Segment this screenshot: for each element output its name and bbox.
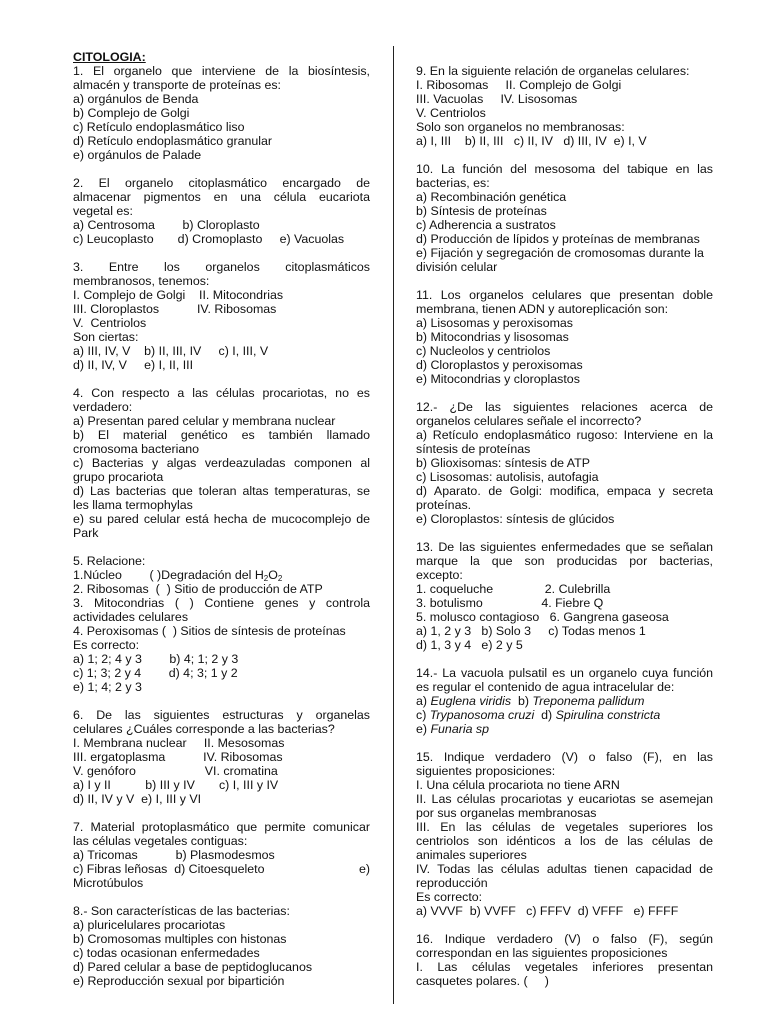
question-2 xyxy=(73,176,370,246)
proposition: I. Ribosomas II. Complejo de Golgi xyxy=(416,78,622,92)
proposition: II. Las células procariotas y eucariotas se asemejan xyxy=(416,792,713,806)
proposition: 3. botulismo 4. Fiebre Q xyxy=(416,596,604,610)
question-stem: 8.- Son características de las bacterias: xyxy=(73,904,290,918)
question-stem: verdadero: xyxy=(73,400,133,414)
question-7 xyxy=(73,820,370,890)
question-15 xyxy=(416,750,713,918)
answer-option: les llama termophylas xyxy=(73,498,193,512)
proposition: animales superiores xyxy=(416,848,527,862)
answer-option: a) Recombinación genética xyxy=(416,190,567,204)
proposition: III. ergatoplasma IV. Ribosomas xyxy=(73,750,283,764)
proposition: I. Membrana nuclear II. Mesosomas xyxy=(73,736,285,750)
answer-options: a) 1; 2; 4 y 3 b) 4; 1; 2 y 3 xyxy=(73,652,239,666)
answer-option: cromosoma bacteriano xyxy=(73,442,200,456)
answer-option: c) Adherencia a sustratos xyxy=(416,218,556,232)
proposition: casquetes polares. ( ) xyxy=(416,974,549,988)
question-stem: bacterias, es: xyxy=(416,176,490,190)
question-stem: 15. Indique verdadero (V) o falso (F), en las xyxy=(416,750,713,764)
answer-option: e) Mitocondrias y cloroplastos xyxy=(416,372,580,386)
question-11 xyxy=(416,288,713,386)
answer-option: división celular xyxy=(416,260,498,274)
question-stem: almacén y transporte de proteínas es: xyxy=(73,78,282,92)
question-6 xyxy=(73,708,370,806)
question-stem: las células vegetales contiguas: xyxy=(73,834,248,848)
answer-option: b) Complejo de Golgi xyxy=(73,106,190,120)
left-column xyxy=(73,50,370,1002)
question-1 xyxy=(73,64,370,162)
question-stem: membranosos, tenemos: xyxy=(73,274,210,288)
answer-options: c) Leucoplasto d) Cromoplasto e) Vacuolas xyxy=(73,232,345,246)
question-16 xyxy=(416,932,713,988)
question-stem: excepto: xyxy=(416,568,463,582)
question-stem: correspondan en las siguientes proposiciones xyxy=(416,946,668,960)
proposition: por sus organelas membranosas xyxy=(416,806,597,820)
answer-option: a) Retículo endoplasmático rugoso: Interviene en la xyxy=(416,428,713,442)
answer-option: e) Cloroplastos: síntesis de glúcidos xyxy=(416,512,615,526)
question-stem: marque la que son producidas por bacterias, xyxy=(416,554,713,568)
question-10 xyxy=(416,162,713,274)
question-stem: 11. Los organelos celulares que presentan doble xyxy=(416,288,713,302)
question-stem: 3. Entre los organelos citoplasmáticos xyxy=(73,260,370,274)
answer-option: a) pluricelulares procariotas xyxy=(73,918,226,932)
answer-option: a) Presentan pared celular y membrana nuclear xyxy=(73,414,336,428)
right-column xyxy=(416,64,713,1002)
relation-row: 2. Ribosomas ( ) Sitio de producción de ATP xyxy=(73,582,323,596)
answer-option: d) Producción de lípidos y proteínas de membranas xyxy=(416,232,700,246)
proposition: 1. coqueluche 2. Culebrilla xyxy=(416,582,611,596)
question-stem: 10. La función del mesosoma del tabique en las xyxy=(416,162,713,176)
question-stem: 12.- ¿De las siguientes relaciones acerca de xyxy=(416,400,713,414)
answer-option: proteínas. xyxy=(416,498,472,512)
answer-option: e) orgánulos de Palade xyxy=(73,148,202,162)
page-title: CITOLOGIA: xyxy=(73,50,146,64)
question-12 xyxy=(416,400,713,526)
question-5 xyxy=(73,554,370,694)
answer-option: d) Cloroplastos y peroxisomas xyxy=(416,358,583,372)
answer-options: c) 1; 3; 2 y 4 d) 4; 3; 1 y 2 xyxy=(73,666,238,680)
answer-option: b) El material genético es también llamado xyxy=(73,428,370,442)
answer-options: d) 1, 3 y 4 e) 2 y 5 xyxy=(416,638,523,652)
question-9 xyxy=(416,64,713,148)
proposition: reproducción xyxy=(416,876,488,890)
question-prompt: Es correcto: xyxy=(73,638,140,652)
proposition: III. Vacuolas IV. Lisosomas xyxy=(416,92,578,106)
proposition: I. Una célula procariota no tiene ARN xyxy=(416,778,620,792)
answer-option: grupo procariota xyxy=(73,470,164,484)
question-stem: 1. El organelo que interviene de la biosíntesis, xyxy=(73,64,370,78)
question-stem: 7. Material protoplasmático que permite comunicar xyxy=(73,820,370,834)
proposition: V. Centriolos xyxy=(73,316,147,330)
question-stem: 5. Relacione: xyxy=(73,554,146,568)
answer-options: d) II, IV y V e) I, III y VI xyxy=(73,792,202,806)
answer-option: e) Funaria sp xyxy=(416,722,490,736)
question-stem: 14.- La vacuola pulsatil es un organelo cuya función xyxy=(416,666,713,680)
proposition: I. Complejo de Golgi II. Mitocondrias xyxy=(73,288,284,302)
question-stem: 6. De las siguientes estructuras y organelas xyxy=(73,708,370,722)
answer-option: c) Lisosomas: autolisis, autofagia xyxy=(416,470,599,484)
answer-option: a) Lisosomas y peroxisomas xyxy=(416,316,574,330)
answer-option: b) Mitocondrias y lisosomas xyxy=(416,330,569,344)
answer-option: d) Las bacterias que toleran altas temperaturas, se xyxy=(73,484,370,498)
question-4 xyxy=(73,386,370,540)
answer-options: a) III, IV, V b) II, III, IV c) I, III, V xyxy=(73,344,269,358)
question-3 xyxy=(73,260,370,372)
question-prompt: Es correcto: xyxy=(416,890,483,904)
question-stem: celulares ¿Cuáles corresponde a las bacterias? xyxy=(73,722,335,736)
answer-option: d) Retículo endoplasmático granular xyxy=(73,134,273,148)
question-stem: organelos celulares señale el incorrecto? xyxy=(416,414,642,428)
proposition: III. En las células de vegetales superiores los xyxy=(416,820,713,834)
answer-options: c) Trypanosoma cruzi d) Spirulina constricta xyxy=(416,708,661,722)
answer-option: Microtúbulos xyxy=(73,876,144,890)
relation-row: 1.Núcleo ( )Degradación del $H_2O_2$ xyxy=(73,568,283,583)
proposition: IV. Todas las células adultas tienen capacidad de xyxy=(416,862,713,876)
proposition: V. genóforo VI. cromatina xyxy=(73,764,278,778)
question-stem: 2. El organelo citoplasmático encargado de xyxy=(73,176,370,190)
answer-options: a) 1, 2 y 3 b) Solo 3 c) Todas menos 1 xyxy=(416,624,646,638)
answer-option: c) todas ocasionan enfermedades xyxy=(73,946,260,960)
question-stem: es regular el contenido de agua intracelular de: xyxy=(416,680,675,694)
question-stem: 9. En la siguiente relación de organelas celulares: xyxy=(416,64,690,78)
answer-options: a) Centrosoma b) Cloroplasto xyxy=(73,218,260,232)
answer-option: síntesis de proteínas xyxy=(416,442,531,456)
question-stem: siguientes proposiciones: xyxy=(416,764,556,778)
relation-row: 3. Mitocondrias ( ) Contiene genes y controla xyxy=(73,596,370,610)
question-prompt: Solo son organelos no membranosas: xyxy=(416,120,625,134)
answer-options: d) II, IV, V e) I, II, III xyxy=(73,358,194,372)
relation-row: 4. Peroxisomas ( ) Sitios de síntesis de proteínas xyxy=(73,624,346,638)
question-stem: membrana, tienen ADN y autoreplicación son: xyxy=(416,302,669,316)
question-stem: 16. Indique verdadero (V) o falso (F), según xyxy=(416,932,713,946)
answer-option: b) Cromosomas multiples con histonas xyxy=(73,932,287,946)
relation-row: actividades celulares xyxy=(73,610,189,624)
question-prompt: Son ciertas: xyxy=(73,330,139,344)
answer-option: Park xyxy=(73,526,99,540)
answer-option: d) Aparato. de Golgi: modifica, empaca y secreta xyxy=(416,484,713,498)
answer-option: b) Síntesis de proteínas xyxy=(416,204,547,218)
answer-options: c) Fibras leñosas d) Citoesqueleto e) xyxy=(73,862,370,876)
question-14 xyxy=(416,666,713,736)
answer-options: a) I, III b) II, III c) II, IV d) III, IV e) I, V xyxy=(416,134,647,148)
answer-option: a) orgánulos de Benda xyxy=(73,92,199,106)
answer-option: b) Glioxisomas: síntesis de ATP xyxy=(416,456,590,470)
answer-option: c) Nucleolos y centriolos xyxy=(416,344,551,358)
answer-option: e) Fijación y segregación de cromosomas durante la xyxy=(416,246,704,260)
answer-options: e) 1; 4; 2 y 3 xyxy=(73,680,142,694)
answer-options: a) Euglena viridis b) Treponema pallidum xyxy=(416,694,645,708)
question-stem: vegetal es: xyxy=(73,204,133,218)
question-8 xyxy=(73,904,370,988)
question-stem: 4. Con respecto a las células procariotas, no es xyxy=(73,386,370,400)
question-13 xyxy=(416,540,713,652)
proposition: V. Centriolos xyxy=(416,106,486,120)
proposition: 5. molusco contagioso 6. Gangrena gaseosa xyxy=(416,610,669,624)
proposition: III. Cloroplastos IV. Ribosomas xyxy=(73,302,277,316)
answer-options: a) I y II b) III y IV c) I, III y IV xyxy=(73,778,279,792)
answer-options: a) VVVF b) VVFF c) FFFV d) VFFF e) FFFF xyxy=(416,904,679,918)
answer-option: c) Retículo endoplasmático liso xyxy=(73,120,245,134)
column-divider xyxy=(393,46,394,1004)
answer-options: a) Tricomas b) Plasmodesmos xyxy=(73,848,275,862)
question-stem: 13. De las siguientes enfermedades que se señalan xyxy=(416,540,713,554)
proposition: I. Las células vegetales inferiores presentan xyxy=(416,960,713,974)
proposition: centriolos son idénticos a los de las células de xyxy=(416,834,713,848)
answer-option: e) su pared celular está hecha de mucocomplejo de xyxy=(73,512,370,526)
answer-option: c) Bacterias y algas verdeazuladas componen al xyxy=(73,456,370,470)
answer-option: d) Pared celular a base de peptidoglucanos xyxy=(73,960,313,974)
answer-option: e) Reproducción sexual por bipartición xyxy=(73,974,285,988)
question-stem: almacenar pigmentos en una célula eucariota xyxy=(73,190,370,204)
